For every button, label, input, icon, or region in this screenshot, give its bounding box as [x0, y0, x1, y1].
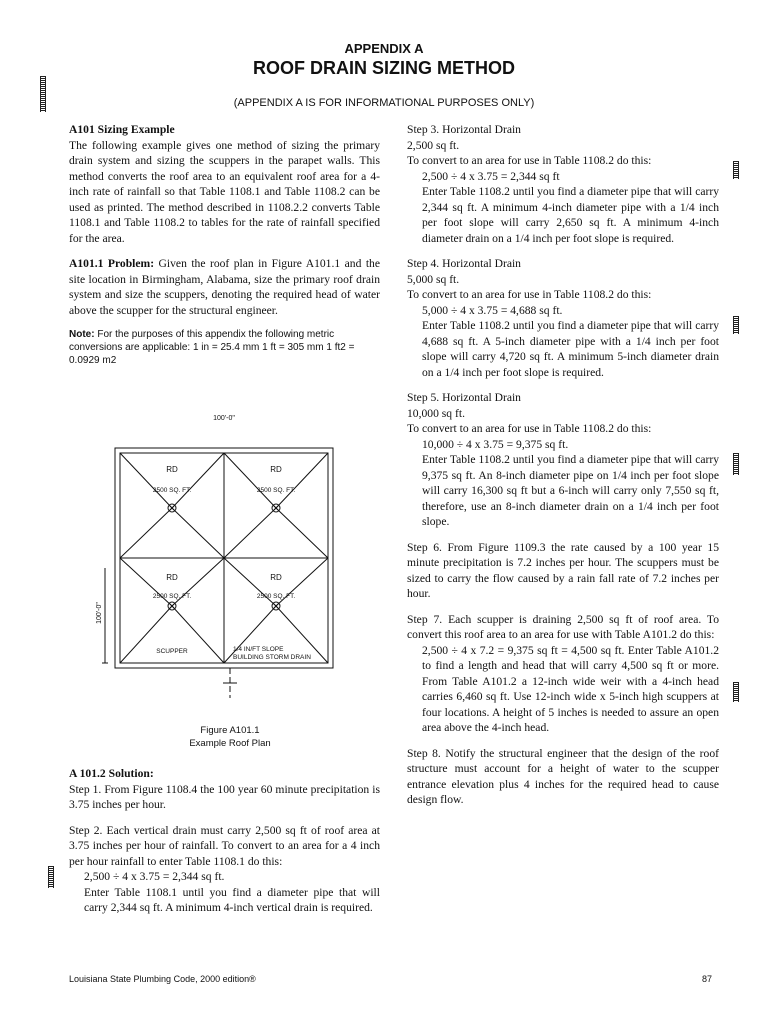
left-column	[69, 122, 380, 377]
drain-label: RD	[270, 573, 282, 582]
step-3-detail: Enter Table 1108.2 until you find a diameter pipe that will carry 2,344 sq ft. A minimum 4-inch diameter pipe with a 1/4 inch per foot slope will carry 2,650 sq ft. A minimum 4-inch diameter drain on a 1/4 inch per foot slope is required.	[422, 185, 719, 245]
problem-text: Given the roof plan in Figure A101.1 and the site location in Birmingham, Alabama, size the primary roof drain system and size the scuppers, denoting the required head of water above the scupper for the structural engineer.	[69, 257, 380, 317]
figure-caption	[95, 724, 365, 750]
solution-step-2: Step 2. Each vertical drain must carry 2,500 sq ft of roof area at 3.75 inches per hour of rainfall. To convert to an area for a 4 inch per hour rainfall to enter Table 1108.1 do this:	[69, 823, 380, 868]
page-title: ROOF DRAIN SIZING METHOD	[253, 58, 515, 78]
step-4-title: Step 4. Horizontal Drain	[407, 257, 521, 270]
solution-step-2-calc: 2,500 ÷ 4 x 3.75 = 2,344 sq ft.	[84, 870, 225, 883]
step-5-area: 10,000 sq ft.	[407, 406, 465, 420]
revision-bar	[733, 161, 739, 179]
page-number: 87	[702, 974, 713, 984]
slope-label: 1/4 IN/FT SLOPE	[233, 646, 284, 653]
revision-bar	[733, 682, 739, 702]
step-4-intro: To convert to an area for use in Table 1108.2 do this:	[407, 288, 652, 301]
solution-section	[69, 766, 380, 916]
figure-caption-subtitle: Example Roof Plan	[189, 738, 271, 749]
note-label: Note:	[69, 329, 95, 340]
revision-bar	[48, 866, 54, 888]
drain-label: RD	[166, 465, 178, 474]
appendix-label: APPENDIX A	[344, 41, 424, 56]
roof-drain-icon	[272, 602, 280, 610]
step-6: Step 6. From Figure 1109.3 the rate caused by a 100 year 15 minute precipitation is 7.2 inches per hour. The scuppers must be sized to carry the flow caused by a rain fall rate of 7.2 inches per hour.	[407, 540, 719, 600]
step-4	[407, 256, 719, 380]
revision-bar	[733, 316, 739, 334]
area-label: 2500 SQ. FT.	[256, 593, 296, 600]
revision-bar	[733, 453, 739, 475]
revision-bar	[40, 76, 46, 112]
solution-heading: A 101.2 Solution:	[69, 767, 154, 780]
section-a101-1	[69, 256, 380, 318]
step-3	[407, 122, 719, 246]
solution-step-2-detail: Enter Table 1108.1 until you find a diameter pipe that will carry 2,344 sq ft. A minimum 4-inch vertical drain is required.	[84, 885, 380, 914]
section-a101-heading: A101 Sizing Example	[69, 123, 175, 136]
step-3-title: Step 3. Horizontal Drain	[407, 123, 521, 136]
roof-plan-diagram	[95, 408, 365, 718]
side-dimension-label: 100'-0"	[96, 602, 103, 624]
area-label: 2500 SQ. FT.	[256, 487, 296, 494]
step-3-intro: To convert to an area for use in Table 1108.2 do this:	[407, 154, 652, 167]
problem-heading: A101.1 Problem:	[69, 257, 155, 270]
step-4-detail: Enter Table 1108.2 until you find a diameter pipe that will carry 4,688 sq ft. A 5-inch diameter pipe with a 1/4 inch per foot slope will carry 4,720 sq ft. A minimum 5-inch diameter drain on a 1/4 inch per foot slope is required.	[422, 319, 719, 379]
step-8: Step 8. Notify the structural engineer that the design of the roof structure must account for a height of water to the scupper entrance elevation plus 4 inches for the required head to cause design flow.	[407, 746, 719, 806]
step-5-calc: 10,000 ÷ 4 x 3.75 = 9,375 sq ft.	[422, 437, 569, 451]
figure-caption-title: Figure A101.1	[200, 725, 260, 736]
roof-drain-icon	[168, 602, 176, 610]
step-7-detail: 2,500 ÷ 4 x 7.2 = 9,375 sq ft = 4,500 sq ft. Enter Table A101.2 to find a length and head that will carry 4,500 sq ft or more. From Table A101.2 a 12-inch wide weir with a 4-inch head carries 6,460 sq ft. Use 12-inch wide x 5-inch high scuppers at four locations. A height of 5 inches is needed to assure an open area above the 4-inch head.	[422, 643, 719, 734]
area-label: 2500 SQ. FT.	[152, 593, 192, 600]
area-label: 2500 SQ. FT.	[152, 487, 192, 494]
drain-label: RD	[270, 465, 282, 474]
drain-label: RD	[166, 573, 178, 582]
note-text: For the purposes of this appendix the following metric conversions are applicable: 1 in = 25.4 mm 1 ft = 305 mm 1 ft2 = 0.0929 m2	[69, 329, 355, 366]
right-column	[407, 122, 719, 818]
step-3-calc: 2,500 ÷ 4 x 3.75 = 2,344 sq ft	[422, 169, 560, 183]
storm-drain-label: BUILDING STORM DRAIN	[233, 654, 311, 661]
step-4-area: 5,000 sq ft.	[407, 272, 460, 286]
step-5-detail: Enter Table 1108.2 until you find a diameter pipe that will carry 9,375 sq ft. An 8-inch diameter pipe on 1/4 inch per foot slope will carry 16,300 sq ft but a 6-inch will carry only 7,550 sq ft, therefore, use an 8-inch diameter drain on a 1/4 inch per foot slope.	[422, 453, 719, 528]
step-5-intro: To convert to an area for use in Table 1108.2 do this:	[407, 422, 652, 435]
roof-drain-icon	[272, 504, 280, 512]
footer-publication: Louisiana State Plumbing Code, 2000 edition®	[69, 974, 256, 984]
scupper-label: SCUPPER	[156, 648, 188, 655]
step-5	[407, 390, 719, 530]
step-4-calc: 5,000 ÷ 4 x 3.75 = 4,688 sq ft.	[422, 303, 563, 317]
roof-plan-figure	[95, 408, 365, 768]
section-a101-text: The following example gives one method of sizing the primary drain system and sizing the scuppers in the parapet walls. This method converts the roof area to an equivalent roof area for a 4-inch rate of rainfall so that Table 1108.1 and Table 1108.2 can be used as printed. The method described in 1108.2.2 converts Table 1108.1 and Table 1108.2 to tables for the rate of rainfall specified for the area.	[69, 138, 380, 245]
step-5-title: Step 5. Horizontal Drain	[407, 391, 521, 404]
roof-drain-icon	[168, 504, 176, 512]
metric-note	[69, 328, 380, 367]
step-7: Step 7. Each scupper is draining 2,500 sq ft of roof area. To convert this roof area to an area for use with Table A101.2 do this:	[407, 612, 719, 641]
step-3-area: 2,500 sq ft.	[407, 138, 460, 152]
solution-step-1: Step 1. From Figure 1108.4 the 100 year 60 minute precipitation is 3.75 inches per hour.	[69, 782, 380, 811]
top-dimension-label: 100'-0"	[213, 415, 235, 422]
page-subtitle: (APPENDIX A IS FOR INFORMATIONAL PURPOSES ONLY)	[233, 97, 535, 109]
